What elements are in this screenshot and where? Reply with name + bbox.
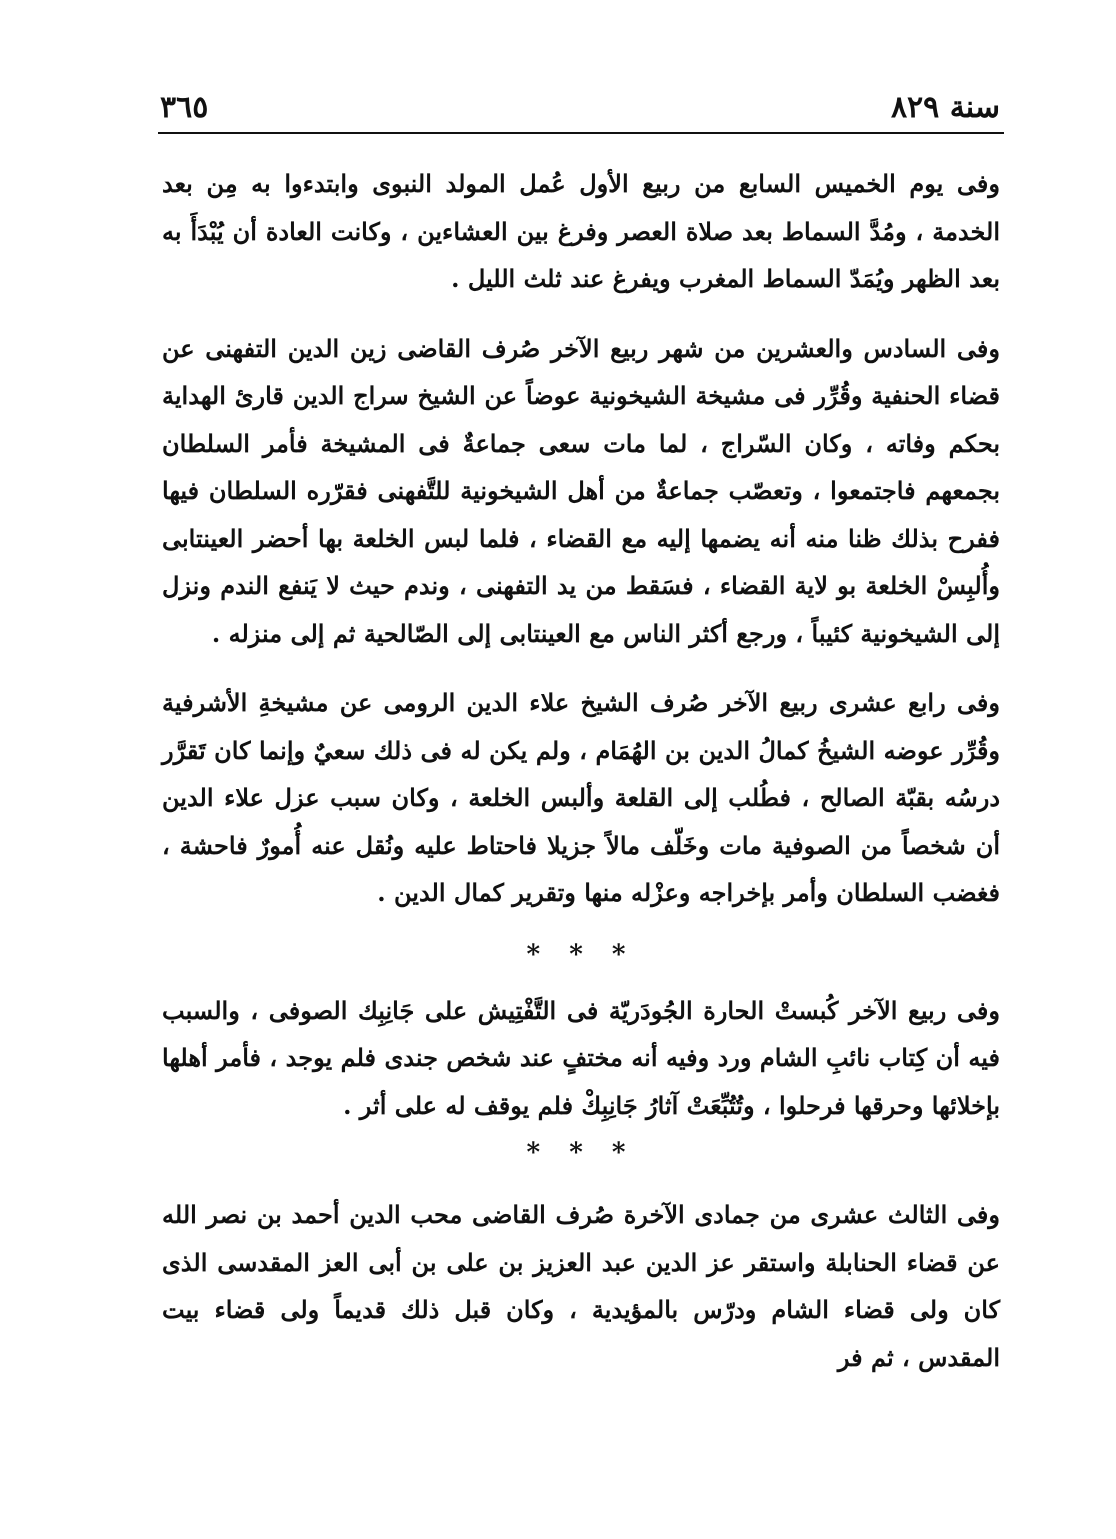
page-header	[160, 88, 1000, 130]
header-rule	[158, 132, 1004, 134]
page-body	[162, 160, 1000, 1381]
paragraph-alaa-aldin: وفى رابع عشرى ربيع الآخر صُرف الشيخ علاء الدين الرومى عن مشيخةِ الأشرفية وقُرِّر عوضه الشيخُ كمالُ الدين بن الهُمَام ، ولم يكن له فى ذلك سعيٌ وإنما كان تَقرَّر درسُه بقبّة الصالح ، فطُلب إلى القلعة وألبس الخلعة ، وكان سبب عزل علاء الدين أن شخصاً من الصوفية مات وخَلّف مالاً جزيلا فاحتاط عليه ونُقل عنه أُمورٌ فاحشة ، فغضب السلطان وأمر بإخراجه وعزْله منها وتقرير كمال الدين .	[162, 688, 1001, 907]
paragraph-mawlid: وفى يوم الخميس السابع من ربيع الأول عُمل المولد النبوى وابتدءوا به مِن بعد الخدمة ، ومُدَّ السماط بعد صلاة العصر وفرغ بين العشاءين ، وكانت العادة أن يُبْدَأَ به بعد الظهر ويُمَدّ السماط المغرب ويفرغ عند ثلث الليل .	[162, 169, 1000, 293]
running-head-year: سنة ٨٢٩	[890, 90, 1000, 125]
section-separator: * * *	[526, 1138, 636, 1168]
section-separator: * * *	[526, 939, 636, 970]
paragraph-janibak: وفى ربيع الآخر كُبستْ الحارة الجُودَريّة فى التَّفْتِيش على جَانِبِك الصوفى ، والسبب فيه أن كِتاب نائبِ الشام ورد وفيه أنه مختفٍ عند شخص جندى فلم يوجد ، فأمر أهلها بإخلائها وحرقها فرحلوا ، وتُتُبِّعَتْ آثارُ جَانِبِكْ فلم يوقف له على أثر .	[162, 995, 1000, 1120]
paragraph-tafahni: وفى السادس والعشرين من شهر ربيع الآخر صُرف القاضى زين الدين التفهنى عن قضاء الحنفية وقُرِّر فى مشيخة الشيخونية عوضاً عن الشيخ سراج الدين قارئ الهداية بحكم وفاته ، وكان السّراج ، لما مات سعى جماعةٌ فى المشيخة فأمر السلطان بجمعهم فاجتمعوا ، وتعصّب جماعةٌ من أهل الشيخونية للتَّفهنى فقرّره السلطان فيها ففرح بذلك ظنا منه أنه يضمها إليه مع القضاء ، فلما لبس الخلعة بها أحضر العينتابى وأُلبِسْ الخلعة بو لاية القضاء ، فسَقط من يد التفهنى ، وندم حيث لا يَنفع الندم ونزل إلى الشيخونية كئيباً ، ورجع أكثر الناس مع العينتابى إلى الصّالحية ثم إلى منزله .	[162, 333, 1001, 648]
paragraph-hanbali-judge: وفى الثالث عشرى من جمادى الآخرة صُرف القاضى محب الدين أحمد بن نصر الله عن قضاء الحنابلة واستقر عز الدين عبد العزيز بن على بن أبى العز المقدسى الذى كان ولى قضاء الشام ودرّس بالمؤيدية ، وكان قبل ذلك قديماً ولى قضاء بيت المقدس ، ثم فر	[162, 1200, 1000, 1372]
page-number: ٣٦٥	[160, 90, 209, 125]
